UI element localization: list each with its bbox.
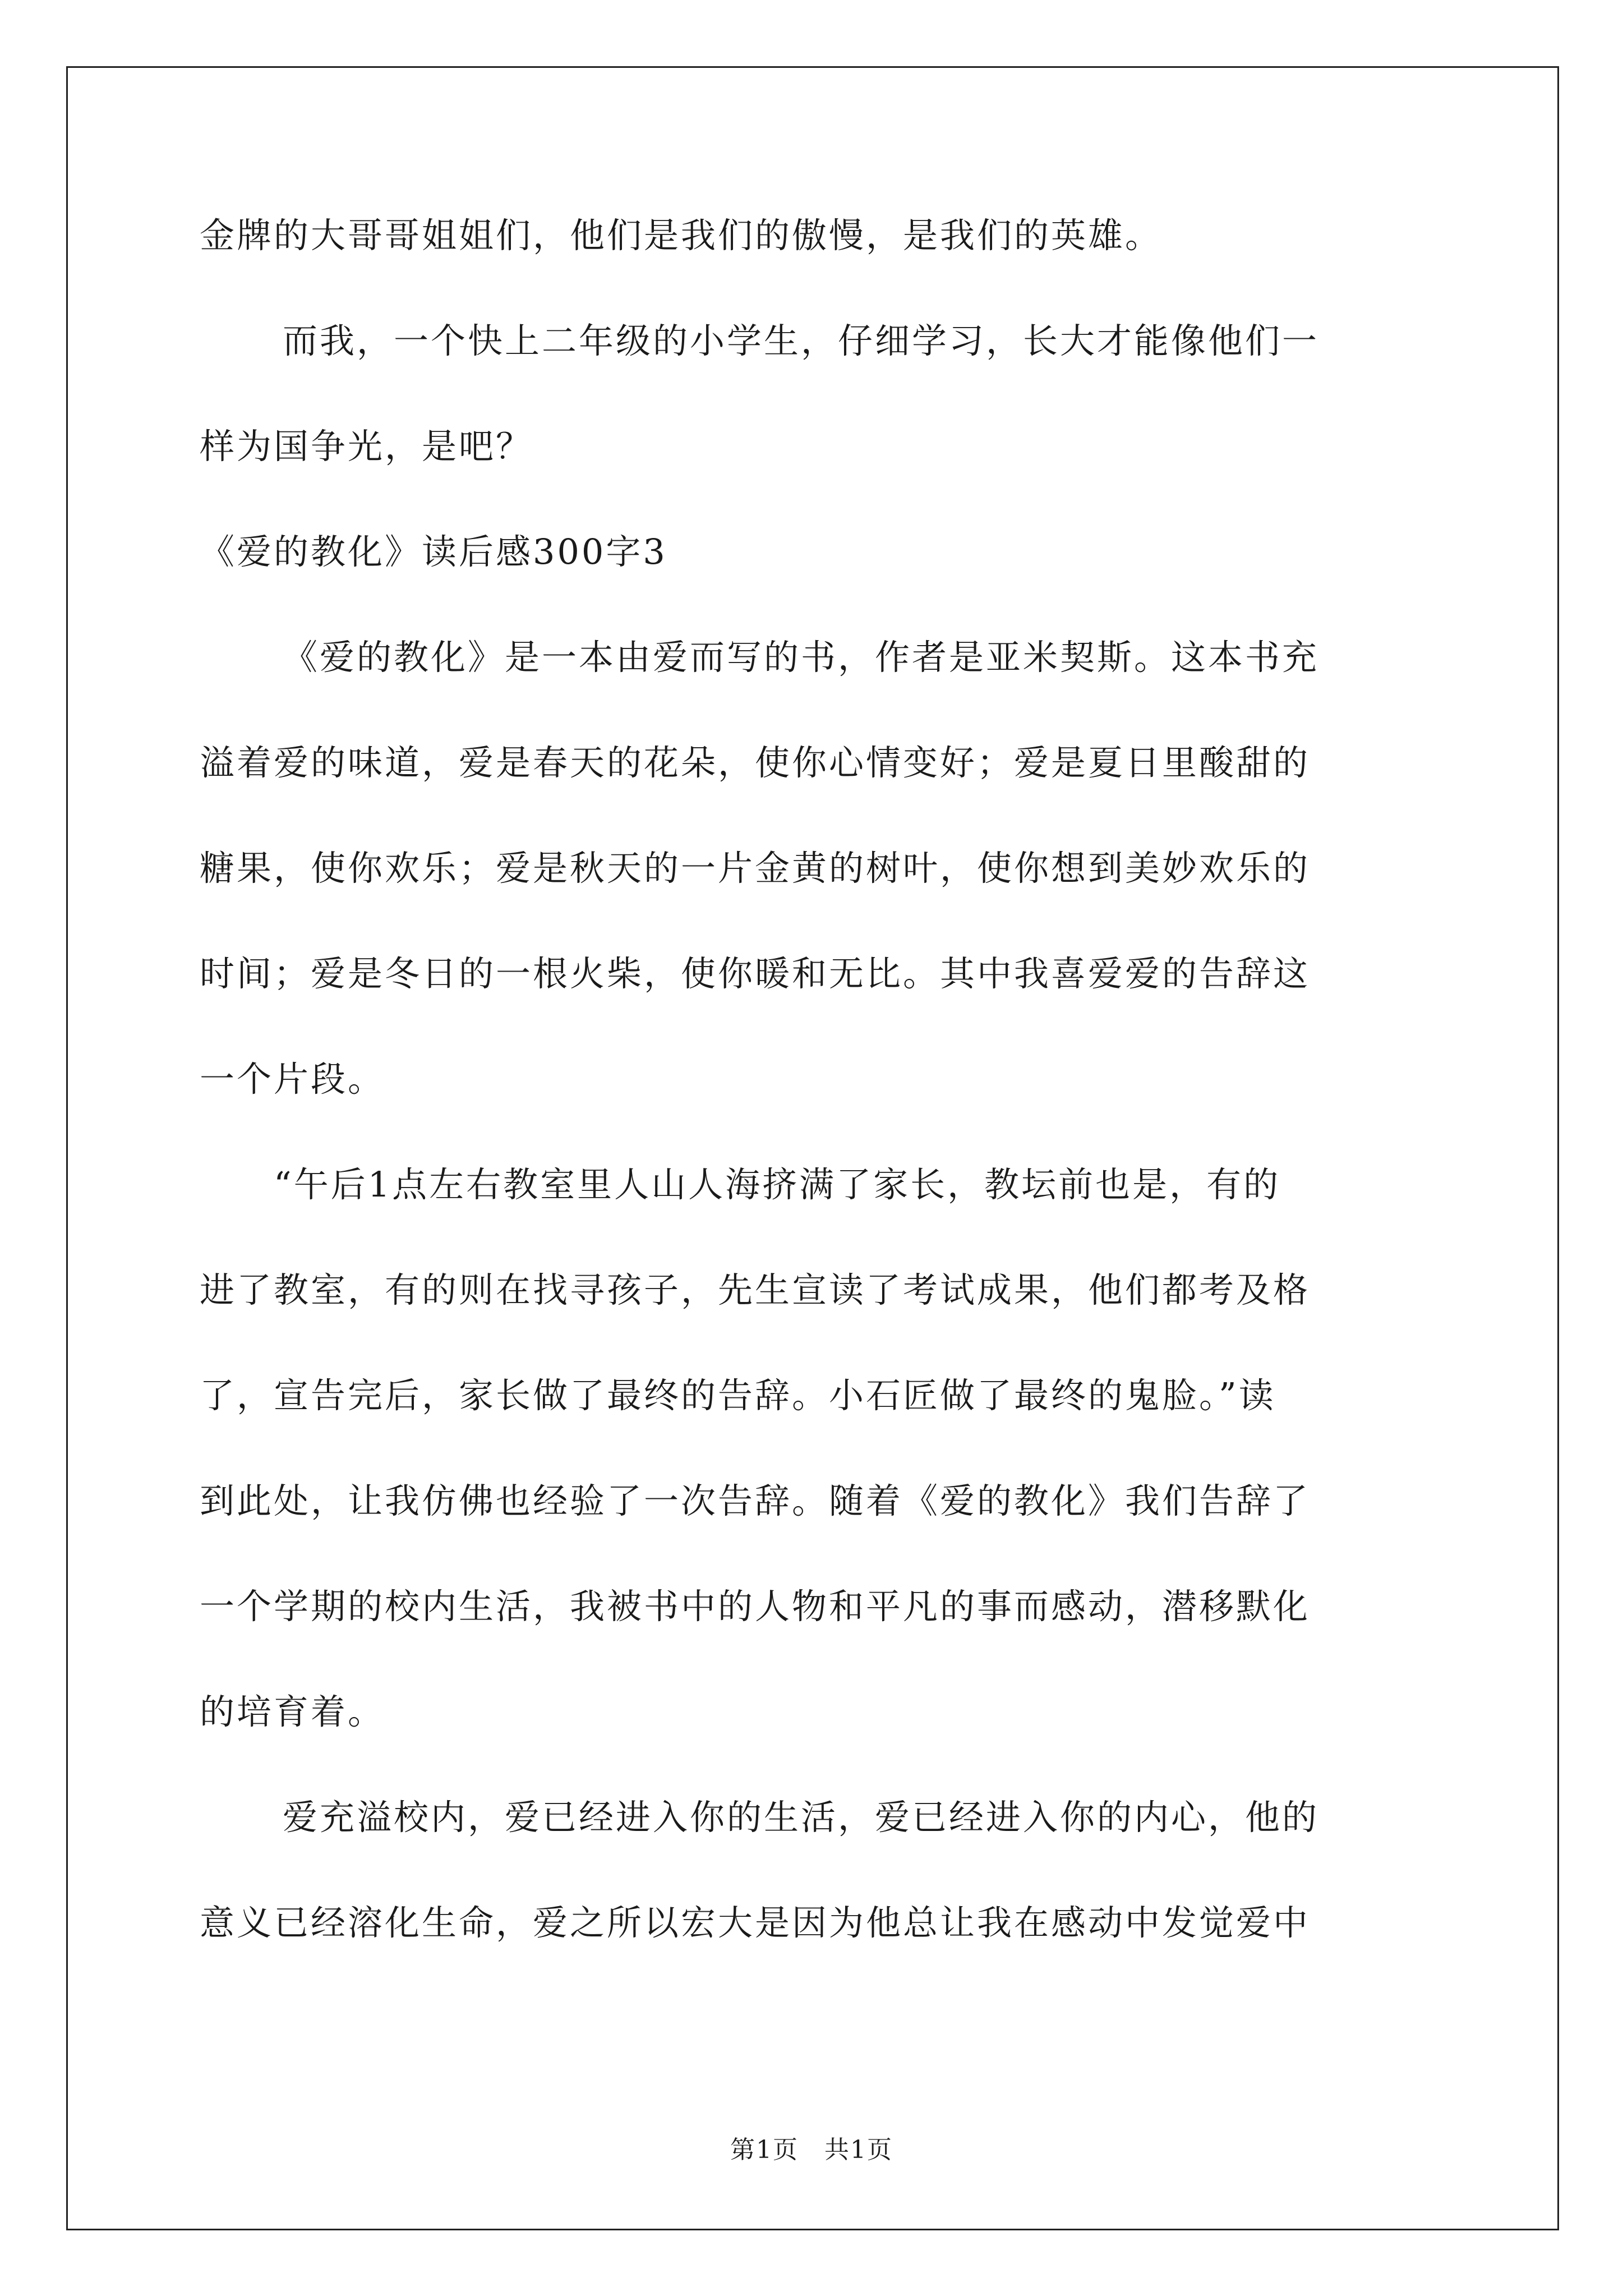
text-line: 时间；爱是冬日的一根火柴，使你暖和无比。其中我喜爱爱的告辞这 <box>200 953 1311 994</box>
text-line: 的培育着。 <box>200 1691 385 1732</box>
text-line: 金牌的大哥哥姐姐们，他们是我们的傲慢，是我们的英雄。 <box>200 215 1163 256</box>
text-line: 爱充溢校内，爱已经进入你的生活，爱已经进入你的内心，他的 <box>283 1797 1320 1838</box>
text-line: 进了教室，有的则在找寻孩子，先生宣读了考试成果，他们都考及格 <box>200 1269 1311 1310</box>
text-line: 到此处，让我仿佛也经验了一次告辞。随着《爱的教化》我们告辞了 <box>200 1480 1311 1521</box>
text-line: 《爱的教化》是一本由爱而写的书，作者是亚米契斯。这本书充 <box>283 637 1320 678</box>
text-line: 一个学期的校内生活，我被书中的人物和平凡的事而感动，潜移默化 <box>200 1586 1311 1627</box>
text-line: 而我，一个快上二年级的小学生，仔细学习，长大才能像他们一 <box>283 320 1320 361</box>
section-heading: 《爱的教化》读后感300字3 <box>200 531 667 572</box>
text-line: 糖果，使你欢乐；爱是秋天的一片金黄的树叶，使你想到美妙欢乐的 <box>200 848 1311 889</box>
text-line: 意义已经溶化生命，爱之所以宏大是因为他总让我在感动中发觉爱中 <box>200 1902 1311 1943</box>
text-line: 溢着爱的味道，爱是春天的花朵，使你心情变好；爱是夏日里酸甜的 <box>200 742 1311 783</box>
text-line: 样为国争光，是吧？ <box>200 426 533 467</box>
text-line: 一个片段。 <box>200 1059 385 1099</box>
text-line: “午后1点左右教室里人山人海挤满了家长，教坛前也是，有的 <box>274 1164 1281 1205</box>
page-number-footer: 第1页 共1页 <box>730 2136 893 2164</box>
text-line: 了，宣告完后，家长做了最终的告辞。小石匠做了最终的鬼脸。”读 <box>200 1375 1276 1416</box>
